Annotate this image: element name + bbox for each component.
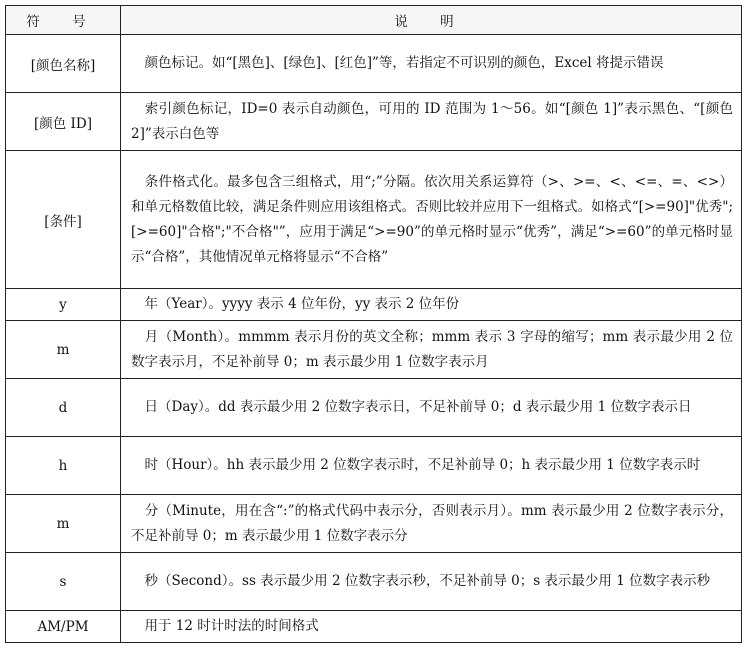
row-symbol: m <box>6 495 121 553</box>
row-description: 时（Hour）。hh 表示最少用 2 位数字表示时，不足补前导 0；h 表示最少用 1 位数字表示时 <box>121 437 742 495</box>
row-symbol: AM/PM <box>6 611 121 643</box>
table-row <box>6 437 742 495</box>
row-symbol: h <box>6 437 121 495</box>
table-row <box>6 379 742 437</box>
table-row <box>6 553 742 611</box>
row-symbol: [颜色名称] <box>6 35 121 93</box>
row-symbol: s <box>6 553 121 611</box>
table-row <box>6 35 742 93</box>
table-row <box>6 495 742 553</box>
table-row <box>6 321 742 379</box>
row-description: 日（Day）。dd 表示最少用 2 位数字表示日，不足补前导 0；d 表示最少用 1 位数字表示日 <box>121 379 742 437</box>
row-symbol: m <box>6 321 121 379</box>
row-description: 索引颜色标记，ID=0 表示自动颜色，可用的 ID 范围为 1～56。如“[颜色 1]”表示黑色、“[颜色 2]”表示白色等 <box>121 93 742 151</box>
row-description: 秒（Second）。ss 表示最少用 2 位数字表示秒，不足补前导 0；s 表示最少用 1 位数字表示秒 <box>121 553 742 611</box>
table-row <box>6 611 742 643</box>
row-symbol: [颜色 ID] <box>6 93 121 151</box>
table-row <box>6 151 742 289</box>
row-description: 年（Year）。yyyy 表示 4 位年份，yy 表示 2 位年份 <box>121 289 742 321</box>
row-description: 月（Month）。mmmm 表示月份的英文全称；mmm 表示 3 字母的缩写；mm 表示最少用 2 位数字表示月，不足补前导 0；m 表示最少用 1 位数字表示月 <box>121 321 742 379</box>
row-description: 颜色标记。如“[黑色]、[绿色]、[红色]”等，若指定不可识别的颜色，Excel 将提示错误 <box>121 35 742 93</box>
row-description: 用于 12 时计时法的时间格式 <box>121 611 742 643</box>
row-description: 分（Minute，用在含“:”的格式代码中表示分，否则表示月）。mm 表示最少用 2 位数字表示分，不足补前导 0；m 表示最少用 1 位数字表示分 <box>121 495 742 553</box>
header-description: 说 明 <box>121 6 742 35</box>
table-row <box>6 93 742 151</box>
row-symbol: d <box>6 379 121 437</box>
format-code-table <box>5 5 742 643</box>
row-description: 条件格式化。最多包含三组格式，用“;”分隔。依次用关系运算符（>、>=、<、<=、=、<>）和单元格数值比较，满足条件则应用该组格式。否则比较并应用下一组格式。如格式“[>=90]"优秀";[>=60]"合格";"不合格"”，应用于满足“>=90”的单元格时显示“优秀”，满足“>=60”的单元格时显示“合格”，其他情况单元格将显示“不合格” <box>121 151 742 289</box>
header-symbol: 符 号 <box>6 6 121 35</box>
table-row <box>6 289 742 321</box>
format-code-table-container <box>5 5 742 643</box>
row-symbol: [条件] <box>6 151 121 289</box>
row-symbol: y <box>6 289 121 321</box>
table-header-row <box>6 6 742 35</box>
